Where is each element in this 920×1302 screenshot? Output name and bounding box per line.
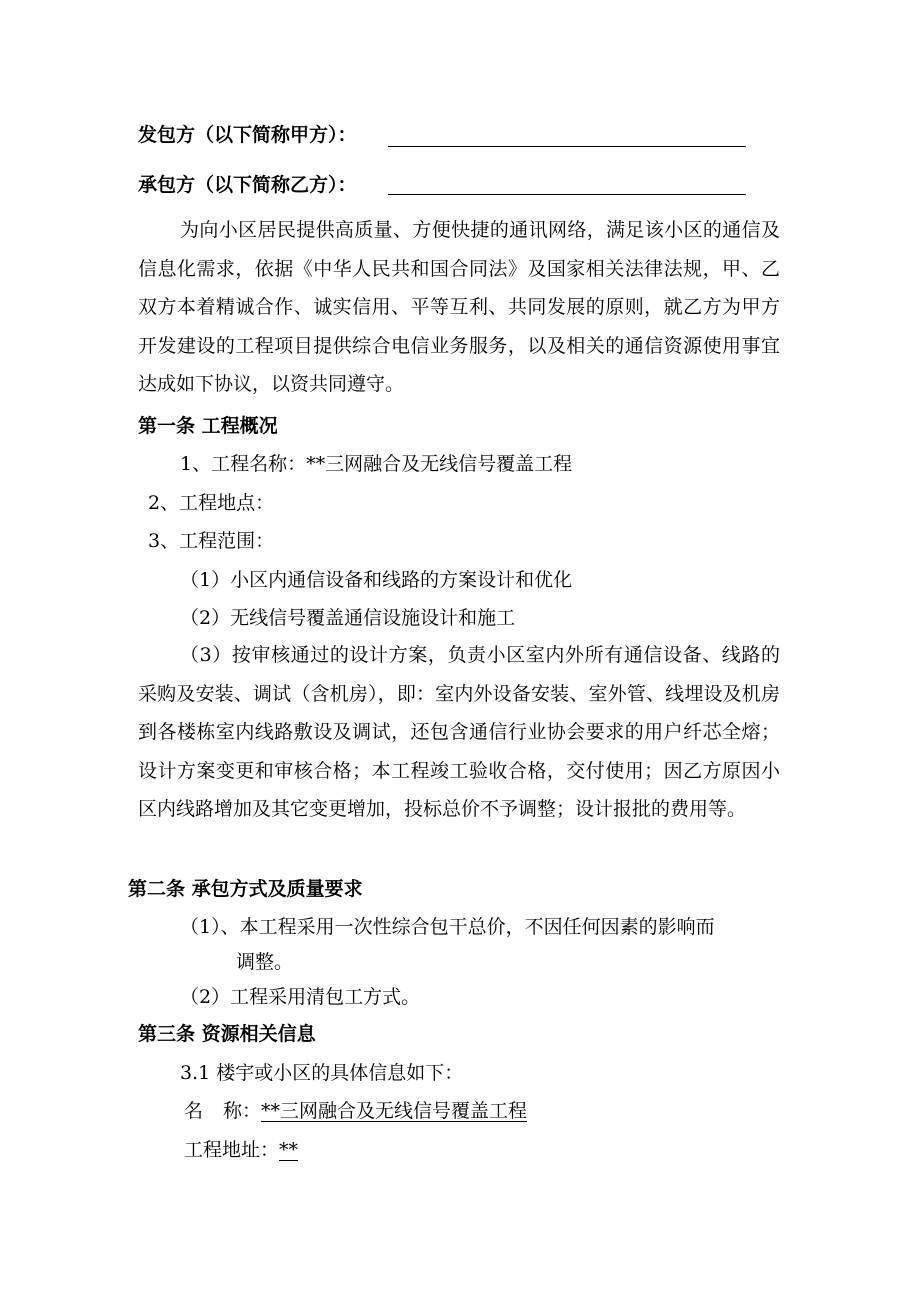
article3-item1: 3.1 楼宇或小区的具体信息如下： xyxy=(180,1062,464,1084)
party-b-label: 承包方（以下简称乙方）： xyxy=(138,174,357,196)
article1-item2: 2、工程地点： xyxy=(148,492,275,514)
article2-item1-line1: （1）、本工程采用一次性综合包干总价，不因任何因素的影响而 xyxy=(180,916,715,938)
article1-sub1: （1）小区内通信设备和线路的方案设计和优化 xyxy=(180,569,573,591)
article2-item2: （2）工程采用清包工方式。 xyxy=(180,986,421,1008)
name-value: **三网融合及无线信号覆盖工程 xyxy=(261,1100,528,1122)
article1-item3: 3、工程范围： xyxy=(148,530,275,552)
address-label: 工程地址： xyxy=(184,1139,280,1161)
article2-title: 第二条 承包方式及质量要求 xyxy=(128,878,363,900)
party-b-blank xyxy=(388,194,746,195)
address-row xyxy=(184,1137,298,1163)
article1-item1: 1、工程名称：**三网融合及无线信号覆盖工程 xyxy=(180,453,573,475)
article1-sub3: （3）按审核通过的设计方案，负责小区室内外所有通信设备、线路的采购及安装、调试（含机房），即：室内外设备安装、室外管、线埋设及机房到各楼栋室内线路敷设及调试，还包含通信行业协会要求的用户纤芯全熔；设计方案变更和审核合格；本工程竣工验收合格，交付使用；因乙方原因小区内线路增加及其它变更增加，投标总价不予调整；设计报批的费用等。 xyxy=(138,644,780,821)
article1-sub2: （2）无线信号覆盖通信设施设计和施工 xyxy=(180,607,516,629)
article3-title: 第三条 资源相关信息 xyxy=(138,1023,316,1045)
article2-item1-line2: 调整。 xyxy=(236,951,294,973)
party-a-blank xyxy=(388,146,746,147)
preamble-paragraph: 为向小区居民提供高质量、方便快捷的通讯网络，满足该小区的通信及信息化需求，依据《中华人民共和国合同法》及国家相关法律法规，甲、乙双方本着精诚合作、诚实信用、平等互利、共同发展的原则，就乙方为甲方开发建设的工程项目提供综合电信业务服务，以及相关的通信资源使用事宜达成如下协议，以资共同遵守。 xyxy=(138,219,780,396)
name-row xyxy=(184,1098,527,1124)
name-label: 名 xyxy=(184,1100,224,1122)
name-label-tail: 称： xyxy=(223,1100,262,1122)
article1-title: 第一条 工程概况 xyxy=(138,415,278,437)
party-a-label: 发包方（以下简称甲方）： xyxy=(138,124,357,146)
address-value: ** xyxy=(279,1139,299,1161)
